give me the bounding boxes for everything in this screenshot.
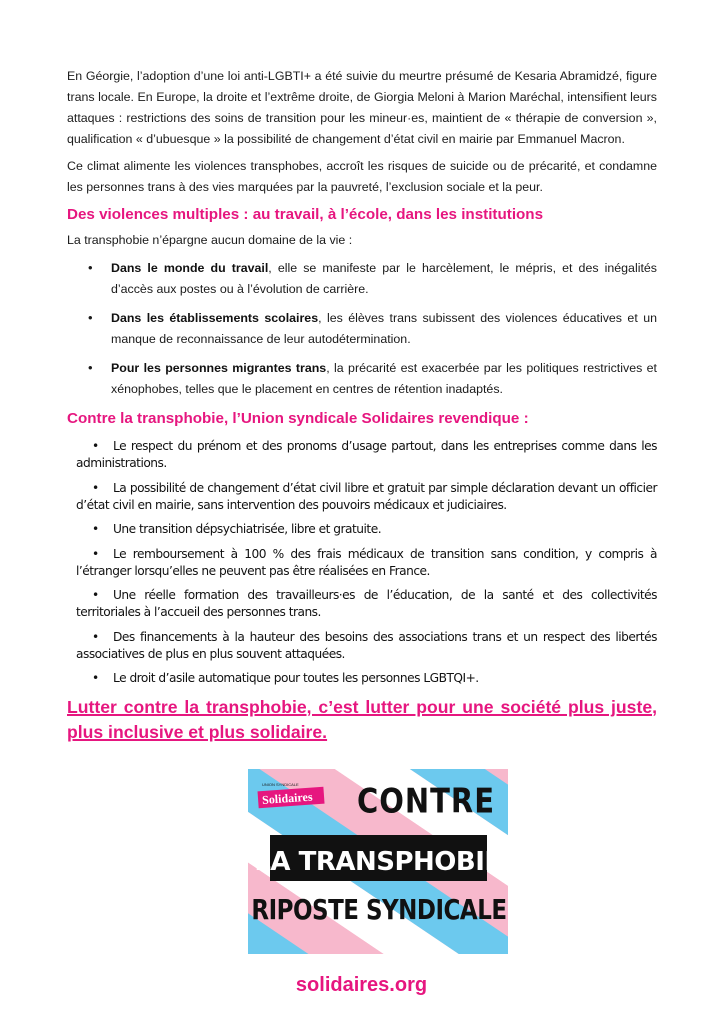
campaign-poster <box>248 769 508 954</box>
list-item: • La possibilité de changement d’état civil libre et gratuit par simple déclaration devant un officier d’état civil en mairie, sans intervention des pouvoirs médicaux et judiciaires. <box>76 480 657 512</box>
bullet-icon: • <box>92 522 99 536</box>
list-item: • Pour les personnes migrantes trans, la précarité est exacerbée par les politiques restrictives et xénophobes, telles que le placement en centres de rétention inadaptés. <box>88 360 657 396</box>
intro-paragraph-1: En Géorgie, l’adoption d’une loi anti-LGBTI+ a été suivie du meurtre présumé de Kesaria Abramidzé, figure trans locale. En Europe, la droite et l’extrême droite, de Giorgia Meloni à Marion Maréchal, intensifient leurs attaques : restrictions des soins de transition pour les mineur·es, maintient de « thérapie de conversion », qualification « d’ubuesque » la possibilité de changement d’état civil en mairie par Emmanuel Macron. <box>67 69 657 146</box>
bullet-icon: • <box>92 588 99 602</box>
bullet-icon: • <box>92 439 99 453</box>
bullet-icon: • <box>92 546 99 561</box>
list-item: • Une réelle formation des travailleurs·es de l’éducation, de la santé et des collectivités territoriales à l’accueil des personnes trans. <box>76 588 657 619</box>
poster-line-contre: CONTRE <box>356 782 496 822</box>
section-intro: La transphobie n’épargne aucun domaine de la vie : <box>67 233 353 247</box>
section-heading-revendications: Contre la transphobie, l’Union syndicale Solidaires revendique : <box>67 410 529 427</box>
list-item: • Une transition dépsychiatrisée, libre et gratuite. <box>92 522 382 536</box>
bullet-icon: • <box>88 360 93 375</box>
document-body <box>67 66 657 745</box>
poster-line-riposte: RIPOSTE SYNDICALE <box>251 892 507 926</box>
bullet-icon: • <box>88 310 93 325</box>
bullet-icon: • <box>88 260 93 275</box>
poster-graphic <box>248 769 508 954</box>
svg-text:UNION SYNDICALE: UNION SYNDICALE <box>262 782 299 787</box>
list-item: • Le respect du prénom et des pronoms d’usage partout, dans les entreprises comme dans les administrations. <box>76 439 657 470</box>
list-item: • Dans le monde du travail, elle se manifeste par le harcèlement, le mépris, et des inégalités d’accès aux postes ou à l’évolution de carrière. <box>88 260 657 296</box>
demands-list <box>76 438 657 687</box>
bullet-icon: • <box>92 671 99 685</box>
bullet-icon: • <box>92 480 99 495</box>
violence-list <box>67 258 657 399</box>
list-item: • Dans les établissements scolaires, les élèves trans subissent des violences éducatives et un manque de reconnaissance de leur autodétermination. <box>88 310 657 346</box>
poster-line-transphobie: LA TRANSPHOBIE <box>254 847 502 877</box>
conclusion-statement: Lutter contre la transphobie, c’est lutter pour une société plus juste, plus inclusive et plus solidaire. <box>67 696 657 742</box>
list-item: • Le droit d’asile automatique pour toutes les personnes LGBTQI+. <box>92 671 479 685</box>
footer-website: solidaires.org <box>295 974 428 996</box>
section-heading-violences: Des violences multiples : au travail, à l’école, dans les institutions <box>67 206 544 223</box>
list-item: • Des financements à la hauteur des besoins des associations trans et un respect des libertés associatives de plus en plus souvent attaquées. <box>76 629 657 661</box>
list-item: • Le remboursement à 100 % des frais médicaux de transition sans condition, y compris à l’étranger lorsqu’elles ne peuvent pas être réalisées en France. <box>76 546 657 578</box>
intro-paragraph-2: Ce climat alimente les violences transphobes, accroît les risques de suicide ou de précarité, et condamne les personnes trans à des vies marquées par la pauvreté, l’exclusion sociale et la peur. <box>67 159 657 194</box>
svg-text:Solidaires: Solidaires <box>261 789 313 808</box>
bullet-icon: • <box>92 629 99 644</box>
